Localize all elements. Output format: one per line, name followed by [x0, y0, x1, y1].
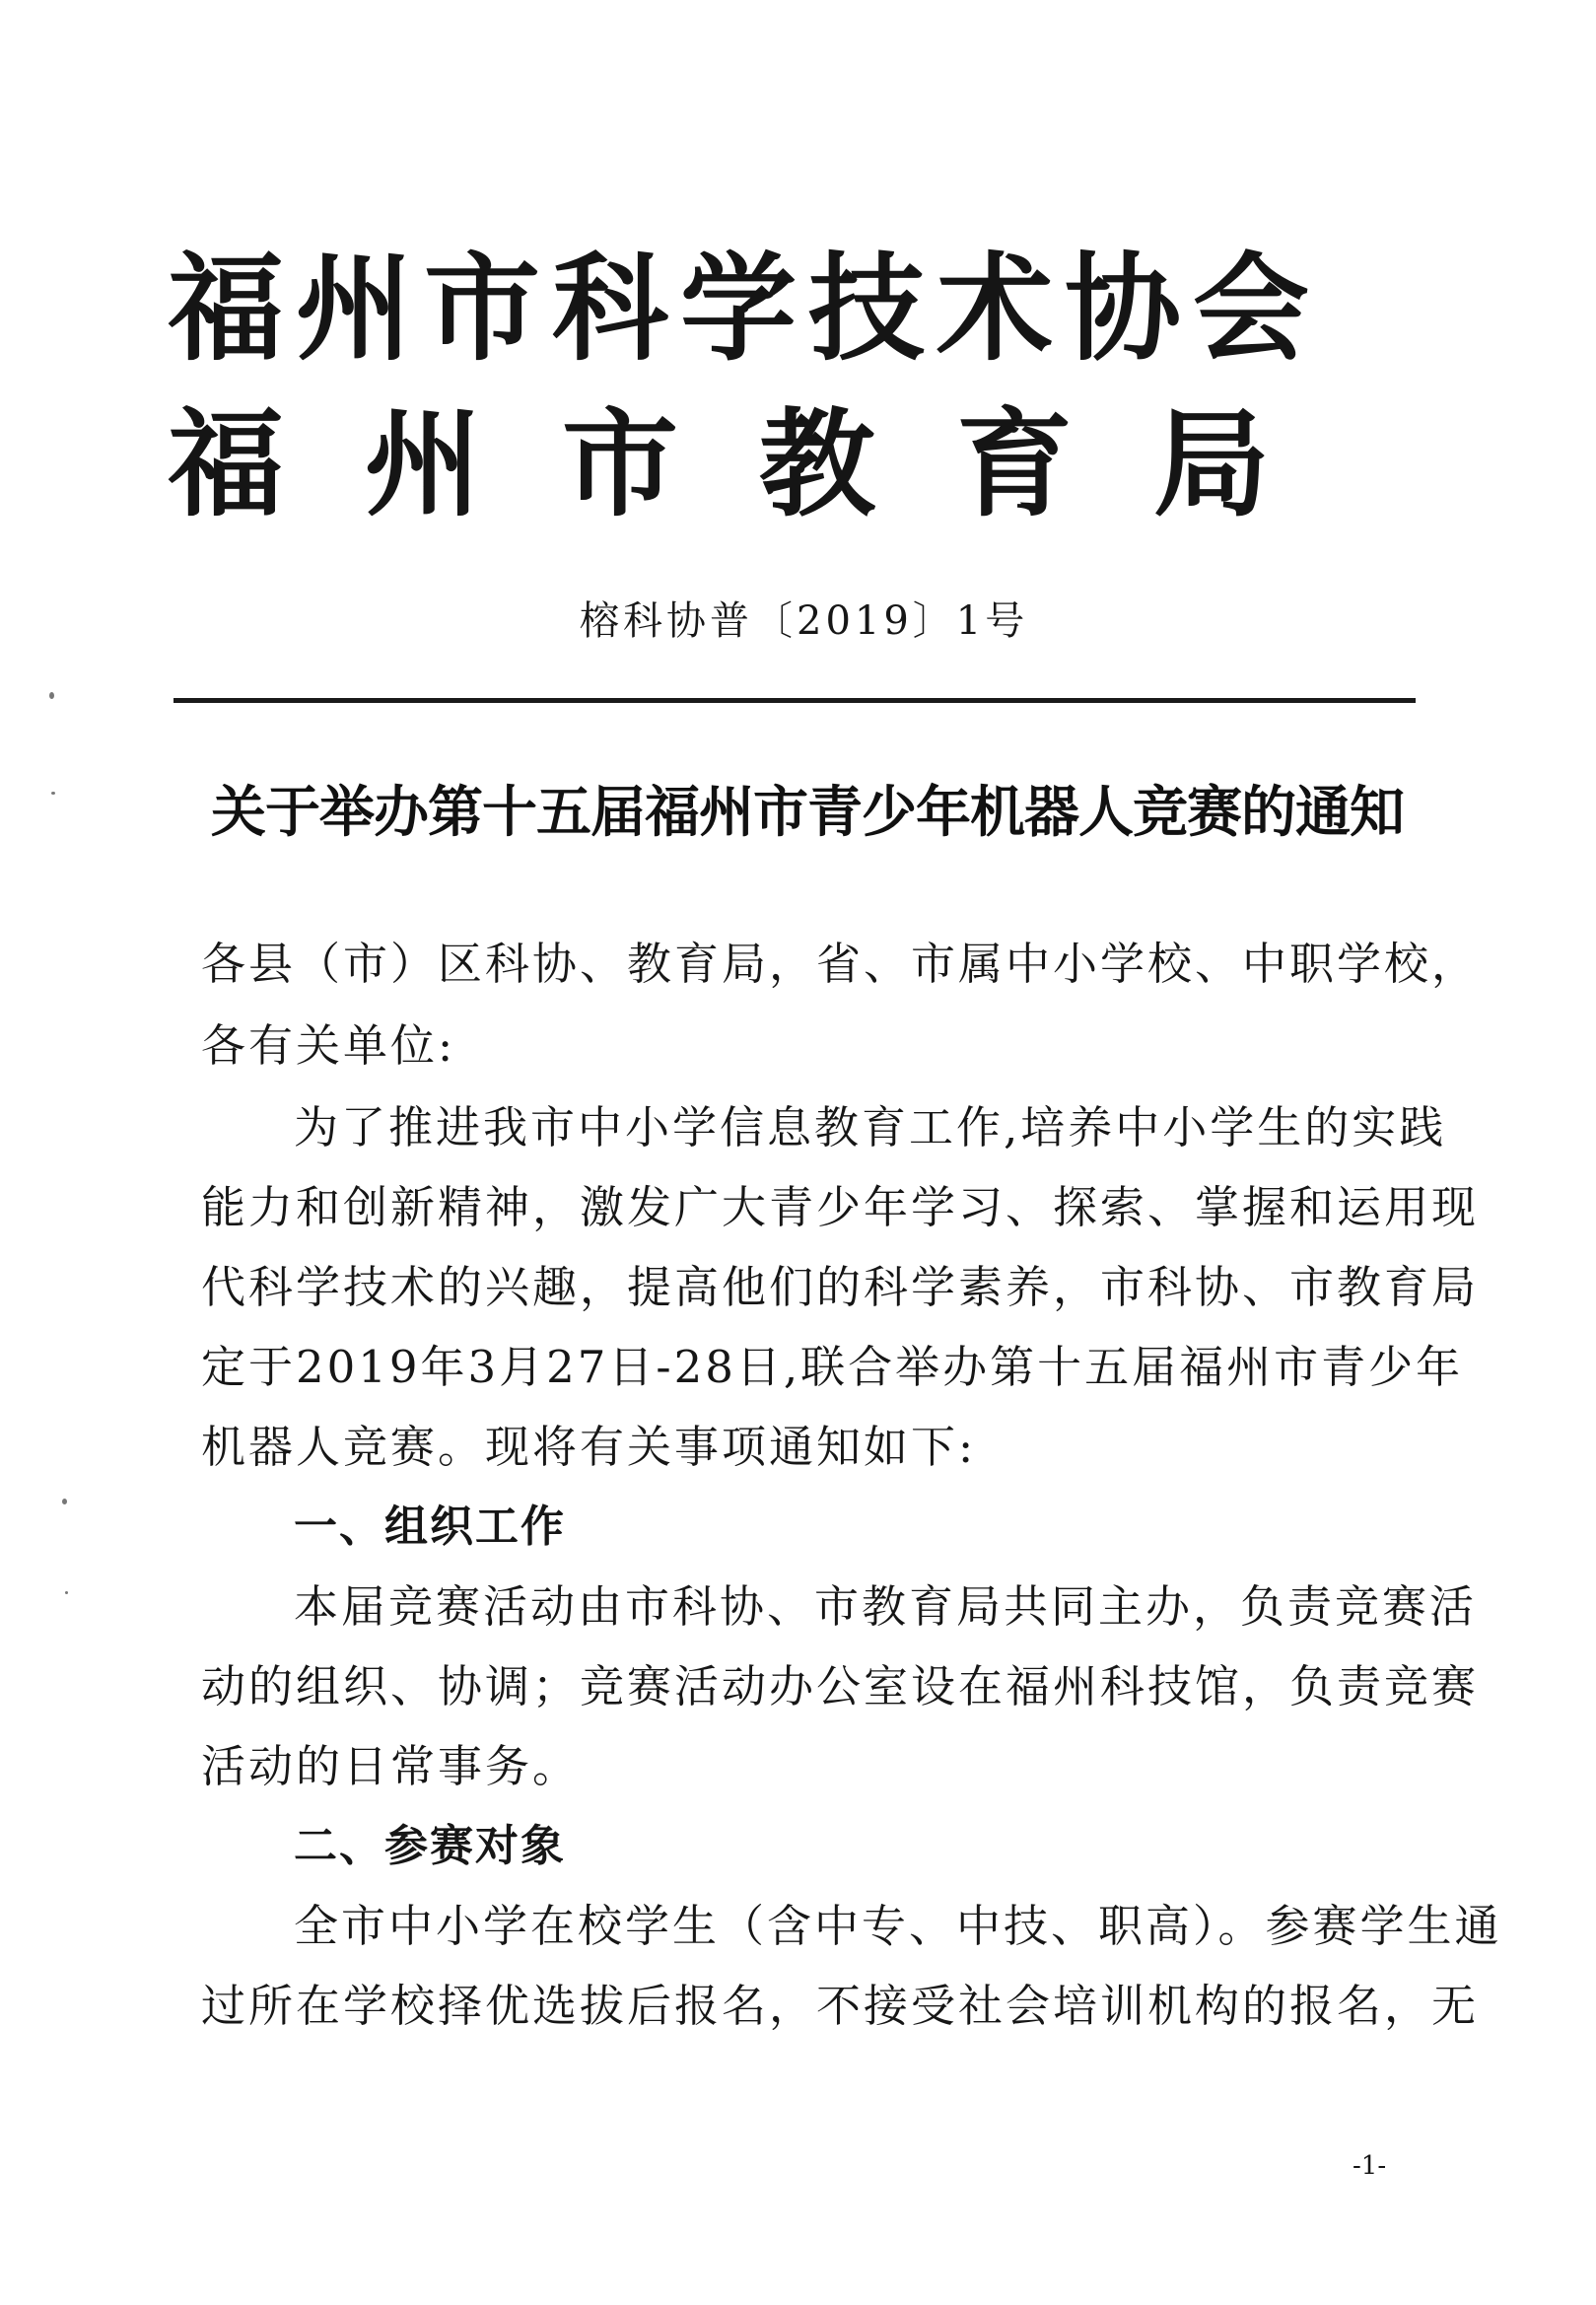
- paragraph-line: 过所在学校择优选拔后报名，不接受社会培训机构的报名，无: [201, 1980, 1480, 2032]
- page-number: -1-: [1353, 2151, 1387, 2181]
- document-number: 榕科协普〔2019〕1号: [580, 598, 1029, 644]
- paragraph-line: 全市中小学在校学生（含中专、中技、职高）。参赛学生通: [294, 1900, 1502, 1952]
- document-title: 关于举办第十五届福州市青少年机器人竞赛的通知: [211, 780, 1404, 845]
- scan-speck: [49, 692, 54, 699]
- paragraph-line: 定于2019年3月27日-28日,联合举办第十五届福州市青少年: [201, 1341, 1464, 1393]
- issuer-line-1: 福州市科学技术协会: [168, 241, 1322, 377]
- paragraph-line: 能力和创新精神，激发广大青少年学习、探索、掌握和运用现: [201, 1181, 1480, 1233]
- paragraph-line: 为了推进我市中小学信息教育工作,培养中小学生的实践: [294, 1101, 1447, 1153]
- paragraph-line: 机器人竞赛。现将有关事项通知如下:: [201, 1421, 977, 1473]
- address-line: 各县（市）区科协、教育局，省、市属中小学校、中职学校，: [201, 938, 1480, 990]
- paragraph-line: 活动的日常事务。: [201, 1740, 581, 1792]
- address-line: 各有关单位:: [201, 1019, 456, 1072]
- paragraph-line: 动的组织、协调；竞赛活动办公室设在福州科技馆，负责竞赛: [201, 1660, 1480, 1712]
- issuer-line-2: 福州市教育局: [168, 396, 1352, 532]
- paragraph-line: 本届竞赛活动由市科协、市教育局共同主办，负责竞赛活: [294, 1580, 1478, 1633]
- section-heading: 一、组织工作: [294, 1502, 566, 1552]
- scan-speck: [62, 1499, 67, 1504]
- scan-speck: [65, 1591, 68, 1594]
- section-heading: 二、参赛对象: [294, 1821, 566, 1871]
- header-divider: [173, 698, 1416, 703]
- scan-speck: [51, 792, 55, 795]
- paragraph-line: 代科学技术的兴趣，提高他们的科学素养，市科协、市教育局: [201, 1261, 1480, 1313]
